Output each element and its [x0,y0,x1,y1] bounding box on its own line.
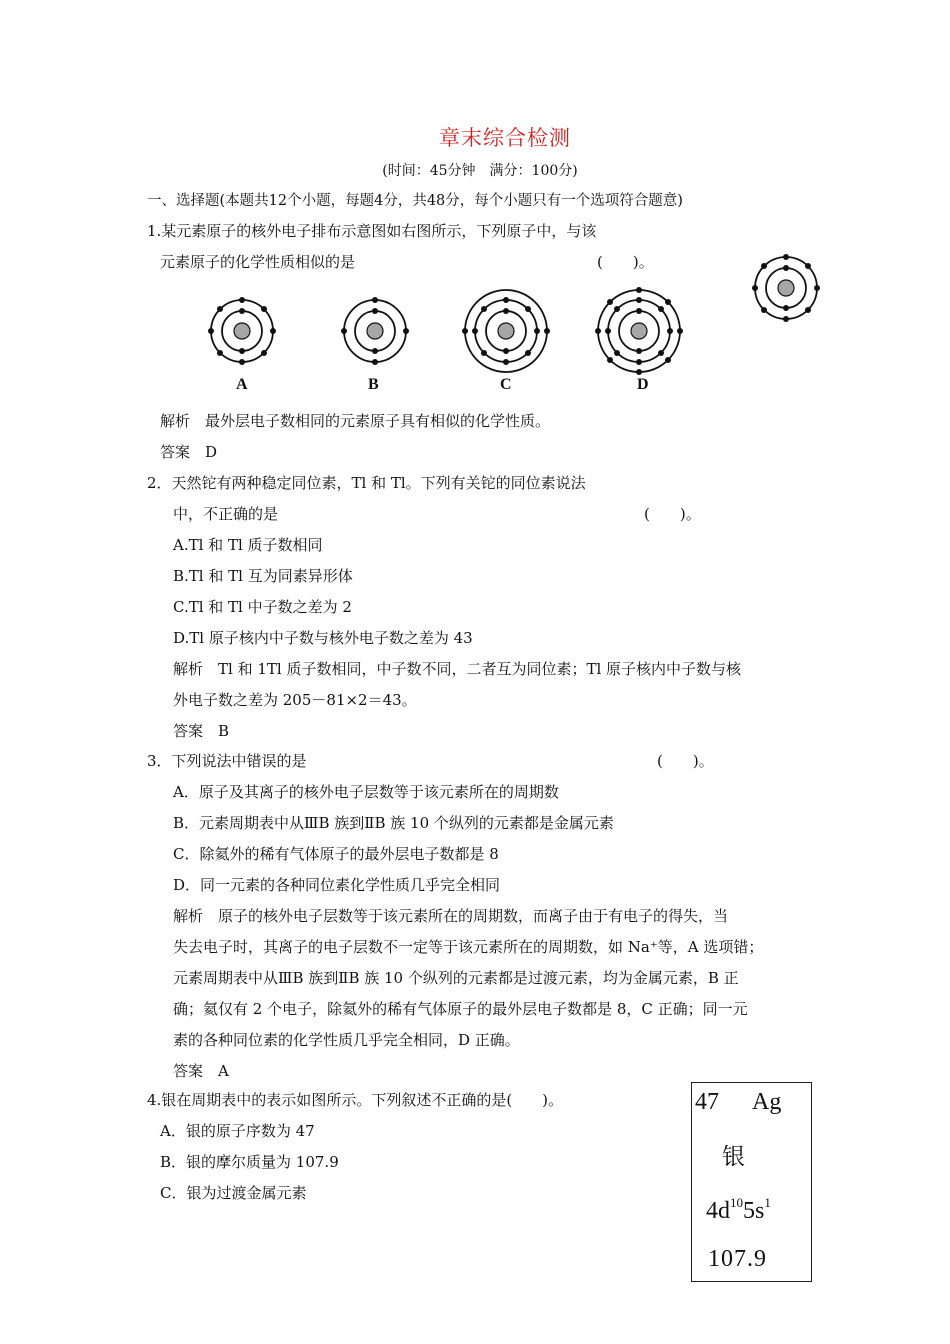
atom-diagram-b [338,294,412,368]
q2-answer-blank: ( )。 [644,505,701,523]
q4-option-c: C．银为过渡金属元素 [160,1184,307,1202]
element-name: 银 [722,1144,745,1170]
q1-stem-line2: 元素原子的化学性质相似的是 [160,253,356,271]
q4-stem: 4.银在周期表中的表示如图所示。下列叙述不正确的是( )。 [147,1091,564,1109]
silver-element-card [691,1082,812,1282]
q2-analysis-line2: 外电子数之差为 205－81×2＝43。 [173,691,417,709]
config-4d: 4d [706,1198,730,1224]
q2-answer: 答案 B [173,722,230,740]
q3-analysis-line4: 确；氦仅有 2 个电子，除氦外的稀有气体原子的最外层电子数都是 8，C 正确；同一元 [173,1000,748,1018]
q3-answer: 答案 A [173,1062,229,1080]
atomic-number: 47 [695,1089,719,1115]
q2-analysis-line1: 解析 Tl 和 1Tl 质子数相同，中子数不同，二者互为同位素；Tl 原子核内中子数与核 [173,660,742,678]
section-heading: 一、选择题(本题共12个小题，每题4分，共48分，每个小题只有一个选项符合题意) [147,193,683,209]
page-title: 章末综合检测 [439,126,571,150]
q3-option-d: D．同一元素的各种同位素化学性质几乎完全相同 [173,876,501,894]
atom-diagram-d [595,287,683,375]
electron-configuration [706,1195,771,1225]
config-5s: 5s [743,1198,765,1224]
q2-option-d: D.Tl 原子核内中子数与核外电子数之差为 43 [173,629,473,647]
atomic-mass: 107.9 [708,1246,767,1272]
q3-analysis-line5: 素的各种同位素的化学性质几乎完全相同，D 正确。 [173,1031,520,1049]
q2-option-a: A.Tl 和 Tl 质子数相同 [173,536,323,554]
q3-stem: 3．下列说法中错误的是 [147,752,307,770]
atom-diagram-c [462,287,550,375]
exam-info: (时间：45分钟 满分：100分) [382,163,578,179]
option-label-a: A [236,376,248,393]
q3-option-b: B．元素周期表中从ⅢB 族到ⅡB 族 10 个纵列的元素都是金属元素 [173,814,614,832]
q2-option-c: C.Tl 和 Tl 中子数之差为 2 [173,598,352,616]
q1-stem-line1: 1.某元素原子的核外电子排布示意图如右图所示，下列原子中，与该 [147,222,597,240]
element-symbol: Ag [752,1089,782,1115]
option-label-b: B [368,376,379,393]
q3-option-c: C．除氦外的稀有气体原子的最外层电子数都是 8 [173,845,499,863]
config-5s-superscript: 1 [764,1195,771,1210]
q2-option-b: B.Tl 和 Tl 互为同素异形体 [173,567,353,585]
q2-stem-line2: 中，不正确的是 [173,505,279,523]
reference-atom-diagram [750,252,822,324]
q3-analysis-line1: 解析 原子的核外电子层数等于该元素所在的周期数，而离子由于有电子的得失，当 [173,907,729,925]
config-4d-superscript: 10 [730,1195,743,1210]
option-label-d: D [637,376,649,393]
q4-option-a: A．银的原子序数为 47 [160,1122,315,1140]
q1-analysis: 解析 最外层电子数相同的元素原子具有相似的化学性质。 [160,412,551,430]
q4-option-b: B．银的摩尔质量为 107.9 [160,1153,339,1171]
q3-analysis-line2: 失去电子时，其离子的电子层数不一定等于该元素所在的周期数，如 Na⁺等，A 选项错； [173,938,764,956]
atom-diagram-a [205,294,279,368]
q1-answer: 答案 D [160,443,218,461]
q3-analysis-line3: 元素周期表中从ⅢB 族到ⅡB 族 10 个纵列的元素都是过渡元素，均为金属元素，B 正 [173,969,739,987]
q3-answer-blank: ( )。 [657,752,714,770]
option-label-c: C [500,376,512,393]
q3-option-a: A．原子及其离子的核外电子层数等于该元素所在的周期数 [173,783,559,801]
q2-stem-line1: 2．天然铊有两种稳定同位素，Tl 和 Tl。下列有关铊的同位素说法 [147,474,586,492]
q1-answer-blank: ( )。 [597,253,654,271]
